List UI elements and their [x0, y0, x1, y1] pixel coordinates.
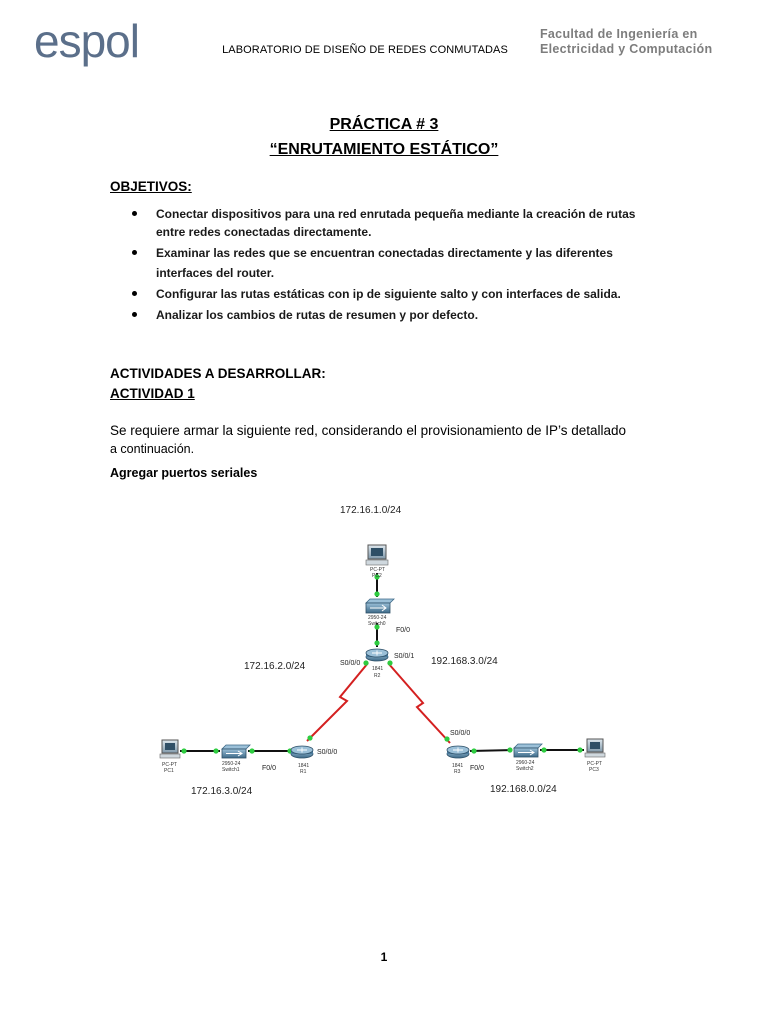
r1-s000-label: S0/0/0 [317, 749, 338, 756]
bullet-icon [132, 211, 137, 216]
switch0-icon [366, 599, 394, 613]
r2-name-label: R2 [374, 673, 381, 679]
practice-number: PRÁCTICA # 3 [329, 116, 439, 133]
serial-link-r2-r1 [307, 663, 368, 741]
r1-fa00-label: F0/0 [262, 765, 277, 772]
switch2-model-label: 2960-24 [516, 760, 535, 766]
r2-s001-label: S0/0/1 [394, 653, 415, 660]
network-label-left: 172.16.2.0/24 [244, 661, 306, 672]
switch2-name-label: Switch2 [516, 766, 534, 772]
switch0-name-label: Switch0 [368, 621, 386, 627]
page-number: 1 [380, 950, 388, 964]
pc2-type-label: PC-PT [370, 567, 385, 573]
objective-item: Examinar las redes que se encuentran conectadas directamente y las diferentes interfaces del router. [110, 243, 710, 283]
pc1-type-label: PC-PT [162, 762, 177, 768]
faculty-logo-text [540, 27, 740, 57]
r2-fa00-label: F0/0 [396, 627, 411, 634]
router-r2-icon [366, 649, 388, 661]
objectives-list [110, 205, 710, 325]
r3-name-label: R3 [454, 769, 461, 775]
objective-item: Conectar dispositivos para una red enrutada pequeña mediante la creación de rutas entre redes conectadas directamente. [110, 205, 710, 241]
faculty-line1: Facultad de Ingeniería en [540, 27, 698, 41]
network-label-top: 172.16.1.0/24 [340, 505, 402, 516]
network-topology-diagram [140, 495, 620, 810]
bullet-icon [132, 312, 137, 317]
objectives-heading: OBJETIVOS: [110, 179, 192, 194]
r2-model-label: 1841 [372, 666, 384, 672]
r3-s000-label: S0/0/0 [450, 730, 471, 737]
pc1-icon [160, 740, 180, 758]
switch1-model-label: 2950-24 [222, 761, 241, 767]
pc2-name-label: PC2 [372, 573, 382, 579]
practice-title: “ENRUTAMIENTO ESTÁTICO” [269, 141, 499, 158]
network-label-right: 192.168.3.0/24 [431, 656, 498, 667]
network-label-bottom-left: 172.16.3.0/24 [191, 786, 253, 797]
objective-item: Configurar las rutas estáticas con ip de siguiente salto y con interfaces de salida. [110, 284, 710, 304]
switch2-icon [514, 744, 542, 757]
bullet-icon [132, 291, 137, 296]
r1-name-label: R1 [300, 769, 307, 775]
pc1-name-label: PC1 [164, 768, 174, 774]
r2-s000-label: S0/0/0 [340, 660, 361, 667]
r1-model-label: 1841 [298, 763, 310, 769]
switch0-model-label: 2950-24 [368, 615, 387, 621]
logo-text: espol [34, 15, 139, 67]
r3-fa00-label: F0/0 [470, 765, 485, 772]
serial-link-r2-r3 [388, 663, 450, 743]
objective-item: Analizar los cambios de rutas de resumen y por defecto. [110, 305, 710, 325]
pc3-name-label: PC3 [589, 767, 599, 773]
pc3-type-label: PC-PT [587, 761, 602, 767]
network-label-bottom-right: 192.168.0.0/24 [490, 784, 557, 795]
switch1-name-label: Switch1 [222, 767, 240, 773]
lab-title: LABORATORIO DE DISEÑO DE REDES CONMUTADAS [222, 44, 508, 56]
router-r3-icon [447, 746, 469, 758]
serial-ports-subheading: Agregar puertos seriales [110, 466, 258, 480]
router-r1-icon [291, 746, 313, 758]
pc2-icon [366, 545, 388, 565]
activity1-paragraph: Se requiere armar la siguiente red, considerando el provisionamiento de IP’s detallado a continuación. [110, 423, 627, 456]
pc3-icon [585, 739, 605, 757]
switch1-icon [222, 745, 250, 758]
espol-logo [32, 14, 182, 74]
activity1-heading: ACTIVIDAD 1 [110, 386, 195, 401]
faculty-line2: Electricidad y Computación [540, 42, 713, 56]
r3-model-label: 1841 [452, 763, 464, 769]
activities-heading: ACTIVIDADES A DESARROLLAR: [110, 366, 326, 381]
bullet-icon [132, 250, 137, 255]
